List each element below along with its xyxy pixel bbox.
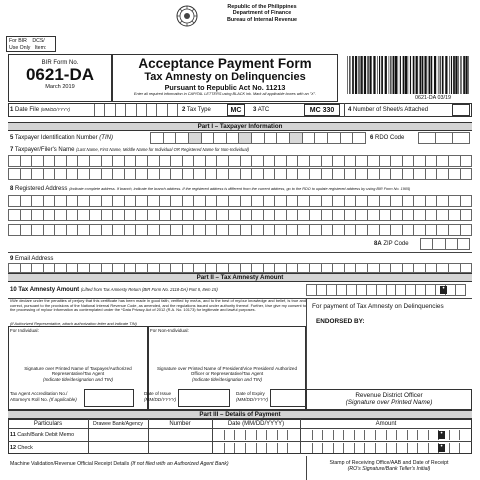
barcode-bar: [458, 56, 459, 94]
barcode-bar: [442, 56, 444, 94]
barcode-bar: [413, 56, 415, 94]
decimal-dot-icon: •: [438, 431, 445, 439]
barcode-bar: [352, 56, 354, 94]
endorsed-by-label: ENDORSED BY:: [316, 318, 365, 325]
form-title: Acceptance Payment Form: [138, 56, 312, 71]
barcode-bar: [416, 56, 418, 94]
barcode-bar: [449, 56, 450, 94]
barcode: [346, 56, 472, 94]
barcode-bar: [373, 56, 375, 94]
date-file-input[interactable]: [94, 104, 178, 116]
taxpayer-name-input-2[interactable]: [8, 168, 472, 180]
barcode-bar: [349, 56, 350, 94]
barcode-bar: [460, 56, 461, 94]
barcode-code: 0621-DA 03/19: [415, 95, 451, 101]
barcode-bar: [431, 56, 433, 94]
barcode-bar: [364, 56, 366, 94]
row-12-date-input[interactable]: [214, 443, 298, 453]
barcode-bar: [422, 56, 424, 94]
barcode-bar: [355, 56, 357, 94]
barcode-bar: [367, 56, 368, 94]
zip-code-input[interactable]: [420, 238, 470, 250]
table-row: 11 Cash/Bank Debit Memo: [10, 432, 75, 438]
barcode-bar: [424, 56, 426, 94]
barcode-bar: [393, 56, 395, 94]
barcode-bar: [377, 56, 378, 94]
bir-use-only-box: For BIR DCS/ Use Only Item:: [6, 36, 56, 52]
barcode-bar: [398, 56, 399, 94]
form-subtitle: Tax Amnesty on Delinquencies: [144, 71, 306, 83]
email-input[interactable]: [8, 263, 472, 273]
registered-address-input-3[interactable]: [8, 224, 472, 236]
barcode-bar: [359, 56, 360, 94]
part-3-header: Part III – Details of Payment: [8, 410, 472, 419]
table-row: 12 Check: [10, 445, 33, 451]
part-2-header: Part II – Tax Amnesty Amount: [8, 273, 472, 282]
decimal-dot-icon: •: [440, 286, 447, 294]
agency-header: Republic of the Philippines Department of Finance Bureau of Internal Revenue: [226, 4, 298, 23]
barcode-bar: [347, 56, 348, 94]
barcode-bar: [468, 56, 469, 94]
bir-seal-icon: [176, 5, 198, 27]
barcode-bar: [390, 56, 391, 94]
form-number-box: BIR Form No. 0621-DA March 2019: [8, 54, 112, 102]
sheets-attached-input[interactable]: [452, 104, 470, 116]
taxpayer-name-input[interactable]: [8, 155, 472, 167]
tin-input[interactable]: [150, 132, 366, 144]
barcode-bar: [368, 56, 369, 94]
barcode-bar: [453, 56, 455, 94]
tax-type-field[interactable]: MC: [227, 104, 245, 116]
barcode-bar: [465, 56, 467, 94]
date-expiry-format: (MM/DD/YYYY): [236, 396, 269, 402]
barcode-bar: [405, 56, 407, 94]
agent-accreditation-input[interactable]: [84, 389, 134, 407]
registered-address-input-2[interactable]: [8, 209, 472, 221]
barcode-bar: [434, 56, 436, 94]
barcode-bar: [410, 56, 411, 94]
barcode-bar: [358, 56, 359, 94]
barcode-bar: [408, 56, 409, 94]
barcode-bar: [428, 56, 429, 94]
barcode-bar: [379, 56, 380, 94]
part-1-header: Part I – Taxpayer Information: [8, 122, 472, 131]
payment-for-text: For payment of Tax Amnesty on Delinquencies: [312, 303, 444, 310]
declaration-text: I/We declare under the penalties of perjury that this certificate has been made in good faith, verified by me/us, and to the best of my/our knowledge and belief, is true and correct, pursuant to the provisions of the National Internal Revenue Code, as amended, and the regulations issued under authority thereof. Further, I/we give my consent to the processing of my/our information as contemplated under the *Data Privacy Act of 2012 (R.A. No. 10173) for legitimate and lawful purposes.: [10, 298, 306, 313]
barcode-bar: [419, 56, 420, 94]
barcode-bar: [445, 56, 447, 94]
registered-address-input[interactable]: [8, 195, 472, 207]
barcode-bar: [381, 56, 383, 94]
row-11-date-input[interactable]: [214, 430, 298, 440]
barcode-bar: [463, 56, 465, 94]
barcode-bar: [400, 56, 401, 94]
barcode-bar: [429, 56, 430, 94]
date-issue-input[interactable]: [178, 389, 230, 407]
rdo-code-input[interactable]: [418, 132, 470, 144]
rdo-officer-box: Revenue District Officer (Signature over Printed Name): [306, 389, 472, 410]
barcode-bar: [361, 56, 363, 94]
barcode-bar: [455, 56, 457, 94]
barcode-bar: [395, 56, 397, 94]
barcode-bar: [403, 56, 405, 94]
barcode-bar: [385, 56, 387, 94]
barcode-bar: [370, 56, 372, 94]
decimal-dot-icon: •: [438, 444, 445, 452]
form-title-box: Acceptance Payment Form Tax Amnesty on Delinquencies Pursuant to Republic Act No. 11213 Enter all required information in CAPITAL LETTERS using BLACK ink. Mark all applicable boxes with an "X".: [112, 54, 338, 102]
atc-field[interactable]: MC 330: [304, 104, 340, 116]
date-expiry-input[interactable]: [270, 389, 306, 407]
stamp-receiving-label: Stamp of Receiving Office/AAB and Date of Receipt (RO's Signature/Bank Teller's Initial): [329, 460, 449, 473]
barcode-bar: [420, 56, 421, 94]
barcode-bar: [438, 56, 439, 94]
barcode-bar: [440, 56, 441, 94]
machine-validation-label: Machine Validation/Revenue Official Receipt Details (If not filed with an Authorized Agent Bank): [10, 461, 229, 467]
form-number: 0621-DA: [25, 65, 95, 84]
barcode-bar: [451, 56, 452, 94]
barcode-bar: [389, 56, 390, 94]
